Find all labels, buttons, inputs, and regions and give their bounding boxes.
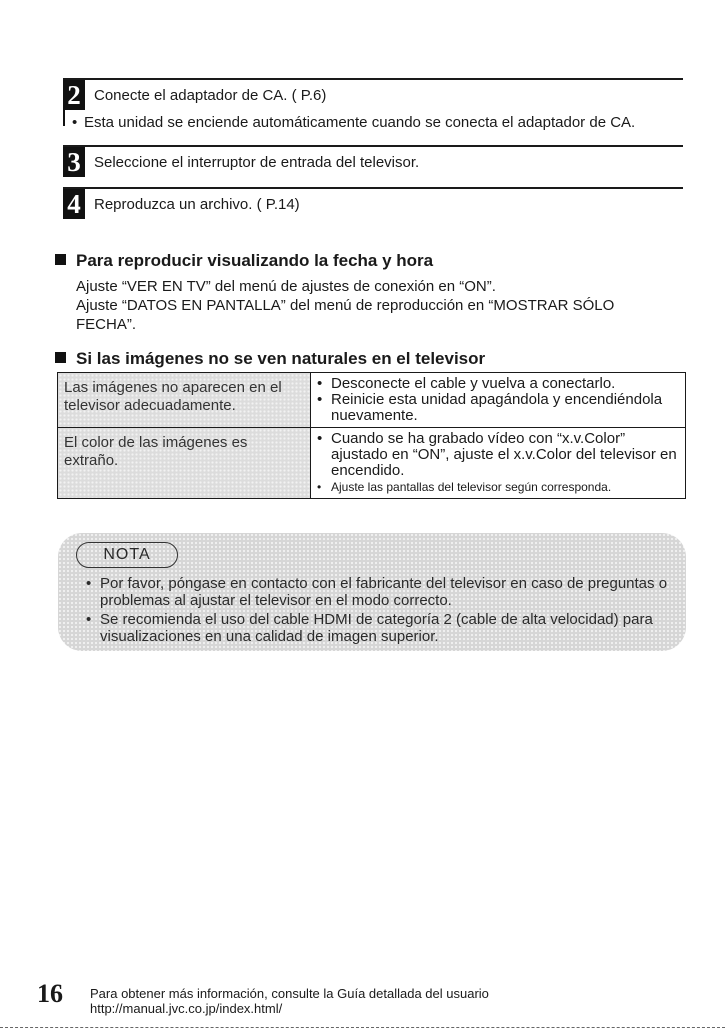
solution-text: Desconecte el cable y vuelva a conectarlo. [331,375,616,392]
list-item [317,431,679,479]
step-number-badge: 3 [63,147,85,177]
note-text: Esta unidad se enciende automáticamente cuando se conecta el adaptador de CA. [84,114,636,131]
table-row [58,428,686,499]
bullet-icon: • [317,480,322,494]
step-number-badge: 2 [63,80,85,110]
step-number-badge: 4 [63,189,85,219]
page-number: 16 [37,979,63,1008]
problem-cell: El color de las imágenes es extraño. [58,428,311,499]
section-heading-tv [55,349,485,369]
heading-text: Si las imágenes no se ven naturales en el televisor [76,349,486,368]
footer-line: Para obtener más información, consulte la Guía detallada del usuario [90,986,489,1001]
list-item [317,479,679,495]
solution-text: Ajuste las pantallas del televisor según corresponda. [331,480,612,494]
list-item [317,376,679,392]
bottom-divider [0,1027,725,1028]
note-bar [63,106,65,126]
list-item [86,575,686,609]
list-item [86,611,686,645]
step-text: Seleccione el interruptor de entrada del televisor. [94,154,420,171]
date-instruction-2: Ajuste “DATOS EN PANTALLA” del menú de reproducción en “MOSTRAR SÓLO FECHA”. [76,297,615,333]
solution-cell [311,373,686,428]
bullet-icon: • [72,114,78,131]
nota-text: Por favor, póngase en contacto con el fabricante del televisor en caso de preguntas o problemas al ajustar el televisor en el modo correcto. [100,575,668,609]
nota-label: NOTA [76,542,178,568]
step-text: Conecte el adaptador de CA. ( P.6) [94,87,327,104]
bullet-icon: • [86,575,92,592]
square-bullet-icon [55,352,66,363]
bullet-icon: • [317,375,323,392]
bullet-icon: • [317,391,323,408]
bullet-icon: • [317,430,323,447]
step-text: Reproduzca un archivo. ( P.14) [94,196,300,213]
nota-text: Se recomienda el uso del cable HDMI de categoría 2 (cable de alta velocidad) para visualizaciones en una calidad de imagen superior. [100,611,653,645]
problem-cell: Las imágenes no aparecen en el televisor adecuadamente. [58,373,311,428]
nota-box [58,533,686,651]
list-item [317,392,679,424]
bullet-icon: • [86,611,92,628]
section-heading-date [55,251,433,271]
footer-url: http://manual.jvc.co.jp/index.html/ [90,1001,283,1016]
step-2 [63,78,683,110]
date-instruction-1: Ajuste “VER EN TV” del menú de ajustes de conexión en “ON”. [76,278,496,295]
square-bullet-icon [55,254,66,265]
table-row [58,373,686,428]
solution-text: Reinicie esta unidad apagándola y encendiéndola nuevamente. [331,391,663,424]
troubleshooting-table [57,372,686,499]
footer-text [90,986,489,1016]
step-3 [63,145,683,177]
heading-text: Para reproducir visualizando la fecha y hora [76,251,434,270]
step-4 [63,187,683,219]
solution-cell [311,428,686,499]
solution-text: Cuando se ha grabado vídeo con “x.v.Color” ajustado en “ON”, ajuste el x.v.Color del televisor en encendido. [331,430,677,479]
